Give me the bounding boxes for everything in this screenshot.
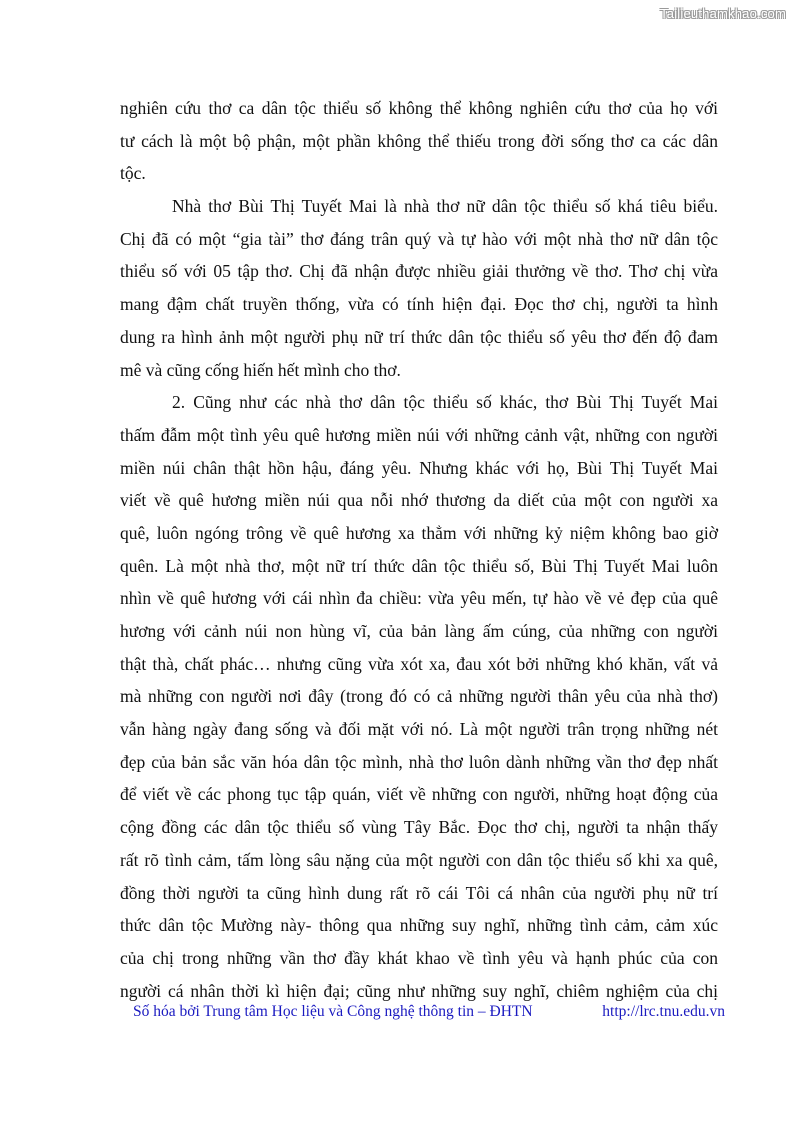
- text-line: để viết về các phong tục tập quán, viết về những con người, những hoạt động của: [120, 784, 718, 805]
- text-line: quên. Là một nhà thơ, một nữ trí thức dân tộc thiểu số, Bùi Thị Tuyết Mai luôn: [120, 555, 718, 576]
- watermark-text: Tailieuthamkhao.com: [660, 6, 786, 21]
- text-line: dung ra hình ảnh một người phụ nữ trí thức dân tộc thiểu số yêu thơ đến độ đam: [120, 326, 718, 347]
- text-line: Chị đã có một “gia tài” thơ đáng trân quý và tự hào với một nhà thơ nữ dân tộc: [120, 228, 718, 249]
- text-line: mê và cũng cống hiến hết mình cho thơ.: [120, 359, 401, 380]
- text-line: mà những con người nơi đây (trong đó có cả những người thân yêu của nhà thơ): [120, 686, 718, 707]
- page-footer: [133, 1003, 725, 1021]
- text-line: cộng đồng các dân tộc thiểu số vùng Tây Bắc. Đọc thơ chị, người ta nhận thấy: [120, 817, 718, 838]
- paragraph: [120, 92, 718, 190]
- text-line: thật thà, chất phác… nhưng cũng vừa xót xa, đau xót bởi những khó khăn, vất vả: [120, 653, 718, 674]
- text-line: đồng thời người ta cũng hình dung rất rõ cái Tôi cá nhân của người phụ nữ trí: [120, 882, 718, 903]
- text-line: viết về quê hương miền núi qua nỗi nhớ thương da diết của một con người xa: [120, 490, 718, 511]
- text-line: quê, luôn ngóng trông về quê hương xa thẳm với những kỷ niệm không bao giờ: [120, 522, 718, 543]
- text-line: thấm đẫm một tình yêu quê hương miền núi với những cảnh vật, những con người: [120, 424, 718, 445]
- text-line: hương với cảnh núi non hùng vĩ, của bản làng ấm cúng, của những con người: [120, 621, 718, 641]
- text-line: thức dân tộc Mường này- thông qua những suy nghĩ, những tình cảm, cảm xúc: [120, 915, 718, 936]
- text-line: đẹp của bản sắc văn hóa dân tộc mình, nhà thơ luôn dành những vần thơ đẹp nhất: [120, 751, 718, 772]
- text-line: người cá nhân thời kì hiện đại; cũng như những suy nghĩ, chiêm nghiệm của chị: [120, 980, 718, 1001]
- footer-link[interactable]: http://lrc.tnu.edu.vn: [602, 1003, 725, 1020]
- text-line: Nhà thơ Bùi Thị Tuyết Mai là nhà thơ nữ dân tộc thiểu số khá tiêu biểu.: [172, 196, 718, 217]
- text-line: của chị trong những vần thơ đầy khát khao về tình yêu và hạnh phúc của con: [120, 947, 718, 968]
- document-body: [120, 92, 718, 1007]
- text-line: mang đậm chất truyền thống, vừa có tính hiện đại. Đọc thơ chị, người ta hình: [120, 294, 718, 315]
- text-line: miền núi chân thật hồn hậu, đáng yêu. Nhưng khác với họ, Bùi Thị Tuyết Mai: [120, 457, 718, 478]
- text-line: tư cách là một bộ phận, một phần không thể thiếu trong đời sống thơ ca các dân: [120, 130, 718, 151]
- text-line: tộc.: [120, 163, 146, 184]
- text-line: 2. Cũng như các nhà thơ dân tộc thiểu số khác, thơ Bùi Thị Tuyết Mai: [172, 392, 718, 413]
- footer-credit: Số hóa bởi Trung tâm Học liệu và Công nghệ thông tin – ĐHTN: [133, 1003, 533, 1020]
- text-line: vẫn hàng ngày đang sống và đối mặt với nó. Là một người trân trọng những nét: [120, 719, 718, 740]
- text-line: nghiên cứu thơ ca dân tộc thiểu số không thể không nghiên cứu thơ của họ với: [120, 98, 718, 118]
- paragraph: [120, 190, 718, 386]
- paragraph: [120, 386, 718, 1007]
- text-line: thiểu số với 05 tập thơ. Chị đã nhận được nhiều giải thưởng về thơ. Thơ chị vừa: [120, 261, 718, 282]
- text-line: rất rõ tình cảm, tấm lòng sâu nặng của một người con dân tộc thiểu số khi xa quê,: [120, 849, 718, 870]
- text-line: nhìn về quê hương với cái nhìn đa chiều: vừa yêu mến, tự hào về vẻ đẹp của quê: [120, 588, 718, 609]
